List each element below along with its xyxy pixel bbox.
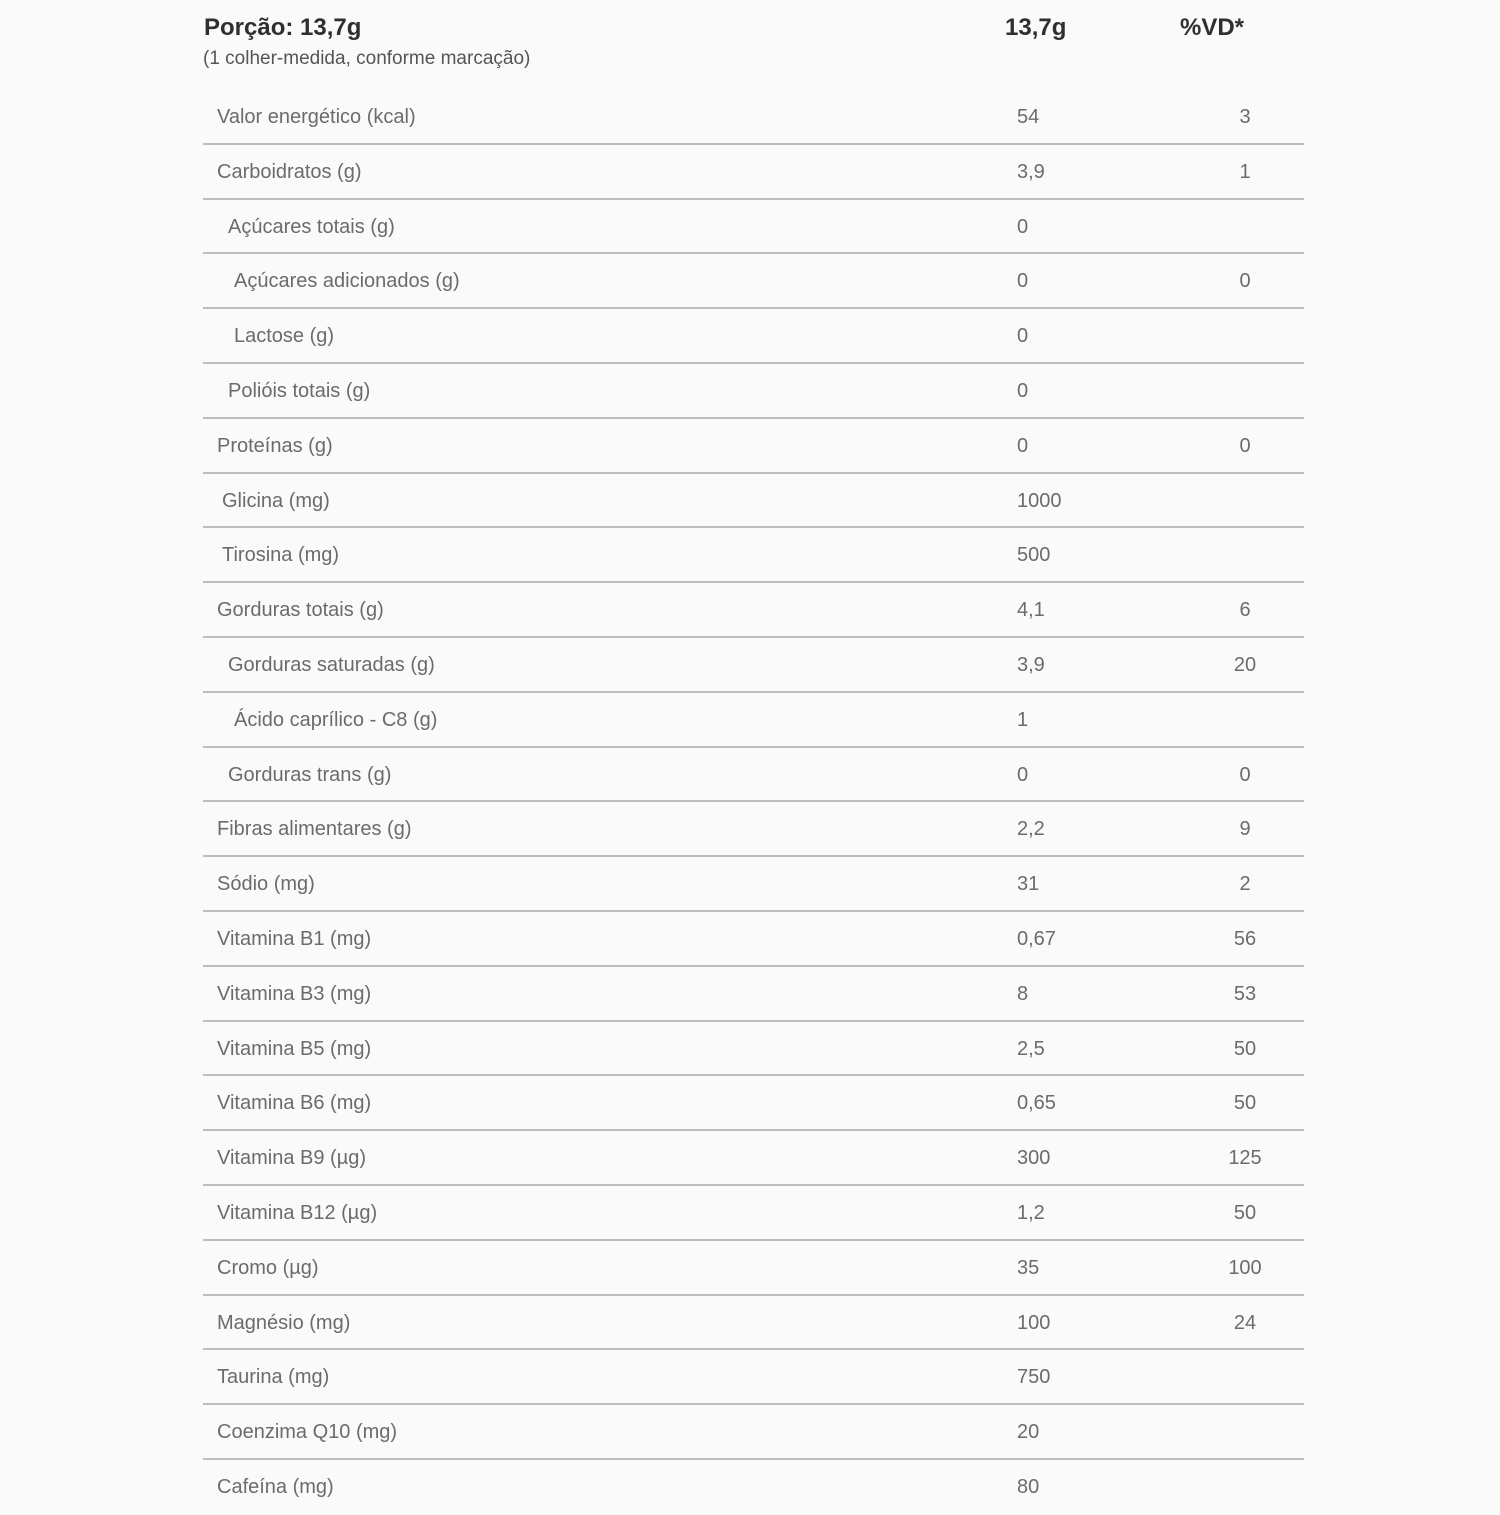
nutrient-name: Carboidratos (g) [217, 160, 362, 183]
nutrient-name: Valor energético (kcal) [217, 106, 416, 128]
nutrient-amount: 500 [1017, 544, 1051, 567]
table-row [203, 1241, 1304, 1296]
nutrient-amount: 0 [1017, 763, 1029, 786]
nutrient-daily-value: 0 [1239, 270, 1251, 293]
nutrient-name: Lactose (g) [234, 325, 335, 348]
nutrient-amount: 3,9 [1017, 653, 1045, 676]
nutrient-amount: 100 [1017, 1311, 1051, 1334]
serving-size-title: Porção: 13,7g [204, 14, 362, 41]
nutrient-amount: 0 [1017, 215, 1029, 238]
table-row [203, 638, 1304, 693]
nutrient-name: Vitamina B5 (mg) [217, 1037, 372, 1060]
table-row [203, 1350, 1304, 1405]
nutrient-name: Vitamina B9 (µg) [217, 1147, 366, 1170]
nutrient-daily-value: 100 [1228, 1256, 1262, 1279]
nutrient-name: Açúcares totais (g) [228, 215, 395, 238]
nutrient-daily-value: 1 [1239, 160, 1251, 183]
serving-size-description: (1 colher-medida, conforme marcação) [203, 48, 531, 69]
nutrient-daily-value: 0 [1239, 434, 1251, 457]
amount-column-heading: 13,7g [1005, 14, 1067, 41]
nutrient-name: Proteínas (g) [217, 434, 333, 457]
nutrition-table [203, 0, 1304, 1515]
nutrient-amount: 0 [1017, 434, 1029, 457]
nutrient-name: Cromo (µg) [217, 1256, 319, 1279]
nutrient-daily-value: 9 [1239, 818, 1251, 841]
nutrient-name: Vitamina B12 (µg) [217, 1201, 378, 1224]
table-row [203, 857, 1304, 912]
table-row [203, 1405, 1304, 1460]
table-row [203, 912, 1304, 967]
nutrient-amount: 31 [1017, 873, 1040, 896]
nutrient-daily-value: 3 [1239, 106, 1251, 128]
nutrient-name: Coenzima Q10 (mg) [217, 1421, 398, 1444]
nutrient-daily-value: 6 [1239, 599, 1251, 622]
nutrient-daily-value: 24 [1233, 1311, 1257, 1334]
nutrient-name: Tirosina (mg) [222, 544, 340, 567]
nutrient-daily-value: 125 [1228, 1147, 1262, 1170]
nutrient-name: Glicina (mg) [222, 489, 330, 512]
table-row [203, 145, 1304, 200]
table-row [203, 419, 1304, 474]
nutrient-daily-value: 2 [1239, 873, 1251, 896]
nutrient-amount: 0,65 [1017, 1092, 1056, 1115]
nutrient-amount: 54 [1017, 106, 1040, 128]
nutrient-name: Magnésio (mg) [217, 1311, 351, 1334]
nutrient-daily-value: 50 [1233, 1092, 1257, 1115]
table-row [203, 90, 1304, 145]
nutrient-name: Gorduras totais (g) [217, 599, 384, 622]
nutrient-name: Sódio (mg) [217, 873, 315, 896]
table-row [203, 583, 1304, 638]
nutrient-amount: 35 [1017, 1256, 1040, 1279]
table-header [203, 0, 1304, 90]
nutrient-name: Ácido caprílico - C8 (g) [234, 708, 438, 731]
nutrient-name: Fibras alimentares (g) [217, 818, 412, 841]
table-row [203, 1131, 1304, 1186]
table-row [203, 254, 1304, 309]
nutrient-amount: 2,5 [1017, 1037, 1045, 1060]
nutrient-amount: 80 [1017, 1475, 1040, 1498]
nutrient-name: Vitamina B1 (mg) [217, 927, 372, 950]
table-row [203, 1022, 1304, 1077]
table-row [203, 1186, 1304, 1241]
table-row [203, 1296, 1304, 1351]
nutrient-rows [203, 90, 1304, 1515]
nutrient-amount: 8 [1017, 982, 1029, 1005]
nutrient-daily-value: 53 [1233, 982, 1257, 1005]
table-row [203, 309, 1304, 364]
nutrient-daily-value: 50 [1233, 1037, 1257, 1060]
table-row [203, 1460, 1304, 1515]
nutrient-name: Cafeína (mg) [217, 1475, 334, 1498]
table-row [203, 364, 1304, 419]
table-row [203, 200, 1304, 255]
nutrient-name: Gorduras trans (g) [228, 763, 392, 786]
nutrient-amount: 0 [1017, 325, 1029, 348]
daily-value-column-heading: %VD* [1180, 14, 1245, 41]
nutrient-name: Gorduras saturadas (g) [228, 653, 435, 676]
nutrient-name: Polióis totais (g) [228, 379, 371, 402]
table-row [203, 528, 1304, 583]
table-row [203, 802, 1304, 857]
table-row [203, 1076, 1304, 1131]
nutrient-daily-value: 0 [1239, 763, 1251, 786]
nutrient-amount: 2,2 [1017, 818, 1045, 841]
nutrient-name: Taurina (mg) [217, 1366, 330, 1389]
nutrient-name: Vitamina B6 (mg) [217, 1092, 372, 1115]
nutrient-amount: 1 [1017, 708, 1029, 731]
table-row [203, 967, 1304, 1022]
nutrient-amount: 4,1 [1017, 599, 1045, 622]
nutrient-amount: 1000 [1017, 489, 1062, 512]
nutrient-amount: 300 [1017, 1147, 1051, 1170]
nutrient-daily-value: 20 [1233, 653, 1257, 676]
nutrient-amount: 750 [1017, 1366, 1051, 1389]
nutrient-daily-value: 56 [1233, 927, 1257, 950]
nutrient-name: Açúcares adicionados (g) [234, 270, 460, 293]
nutrient-name: Vitamina B3 (mg) [217, 982, 372, 1005]
table-row [203, 474, 1304, 529]
nutrient-daily-value: 50 [1233, 1201, 1257, 1224]
nutrient-amount: 0 [1017, 270, 1029, 293]
nutrient-amount: 20 [1017, 1421, 1040, 1444]
table-row [203, 693, 1304, 748]
nutrient-amount: 0 [1017, 379, 1029, 402]
nutrient-amount: 1,2 [1017, 1201, 1045, 1224]
nutrient-amount: 0,67 [1017, 927, 1056, 950]
table-row [203, 748, 1304, 803]
nutrient-amount: 3,9 [1017, 160, 1045, 183]
